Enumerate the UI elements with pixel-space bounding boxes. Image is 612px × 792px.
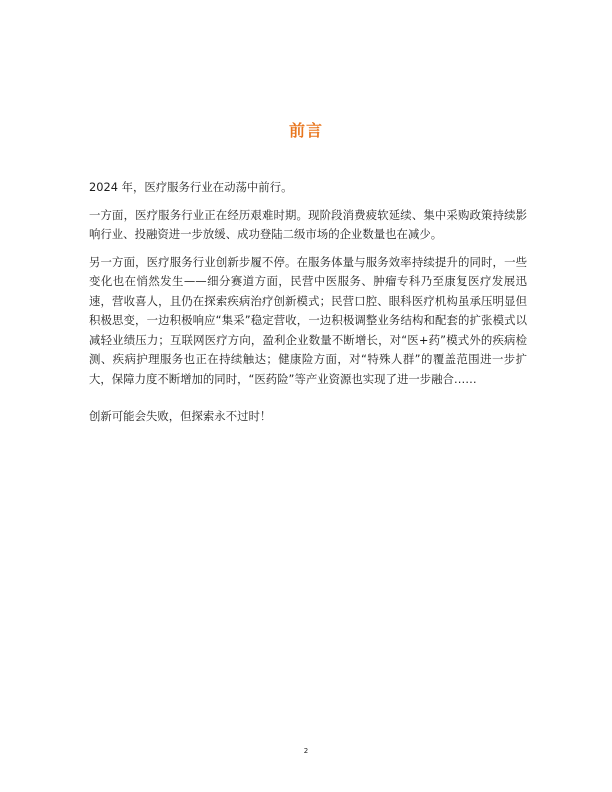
closing-paragraph: 创新可能会失败，但探索永不过时！ xyxy=(89,409,272,423)
innovation-paragraph: 另一方面，医疗服务行业创新步履不停。在服务体量与服务效率持续提升的同时，一些变化也在悄然发生——细分赛道方面，民营中医服务、肿瘤专科乃至康复医疗发展迅速，营收喜人，且仍在探索疾病治疗创新模式；民营口腔、眼科医疗机构虽承压明显但积极思变，一边积极响应“集采”稳定营收，一边积极调整业务结构和配套的扩张模式以减轻业绩压力；互联网医疗方向，盈利企业数量不断增长，对“医+药”模式外的疾病检测、疾病护理服务也正在持续触达；健康险方面，对“特殊人群”的覆盖范围进一步扩大，保障力度不断增加的同时，“医药险”等产业资源也实现了进一步融合…… xyxy=(89,254,527,386)
challenges-paragraph: 一方面，医疗服务行业正在经历艰难时期。现阶段消费疲软延续、集中采购政策持续影响行业、投融资进一步放缓、成功登陆二级市场的企业数量也在减少。 xyxy=(89,207,527,241)
intro-paragraph: 2024 年，医疗服务行业在动荡中前行。 xyxy=(89,180,293,194)
body-content xyxy=(89,178,527,427)
page-number: 2 xyxy=(303,747,309,755)
page-title: 前言 xyxy=(288,121,323,140)
